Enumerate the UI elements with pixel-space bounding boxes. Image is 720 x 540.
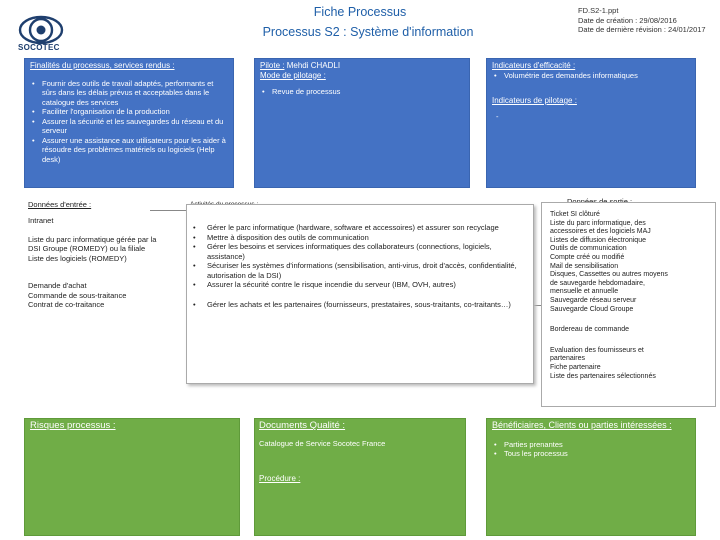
sortie-line: Liste des partenaires sélectionnés <box>550 372 656 380</box>
documents-title: Documents Qualité : <box>259 420 346 431</box>
pilote-box <box>254 58 470 188</box>
sortie-line: Evaluation des fournisseurs et <box>550 346 644 354</box>
entree-line: Commande de sous-traitance <box>28 290 127 300</box>
sortie-line: Liste du parc informatique, des <box>550 219 646 227</box>
pilote-line <box>260 61 464 71</box>
sortie-line: Sauvegarde Cloud Groupe <box>550 305 634 313</box>
activite-item: • Sécuriser les systèmes d'informations (sensibilisation, anti-virus, droit d'accès, confidentialité, autorisation de la DSI) <box>193 261 517 280</box>
sortie-line: partenaires <box>550 355 586 363</box>
page-title: Fiche Processus <box>313 5 407 19</box>
beneficiaires-title: Bénéficiaires, Clients ou parties intéressées : <box>492 420 672 430</box>
indicateur-pilotage-value: - <box>496 111 499 121</box>
finalites-box <box>24 58 234 188</box>
documents-text: Catalogue de Service Socotec France <box>259 438 386 448</box>
indicateurs-efficacite-title: Indicateurs d'efficacité : <box>492 61 576 70</box>
sortie-line: Outils de communication <box>550 245 627 253</box>
pilotage-item: • Revue de processus <box>260 87 464 97</box>
activite-item: • Mettre à disposition des outils de communication <box>193 232 369 242</box>
entree-line: DSI Groupe (ROMEDY) ou la filiale <box>28 244 146 253</box>
sortie-line: Disques, Cassettes ou autres moyens <box>550 271 668 279</box>
sortie-line: Mail de sensibilisation <box>550 262 619 270</box>
activites-panel <box>186 204 534 384</box>
entree-title: Données d'entrée : <box>28 200 92 209</box>
documents-box <box>254 418 466 536</box>
arrow-left-connector <box>150 210 186 211</box>
sortie-line: Bordereau de commande <box>550 326 629 334</box>
indicateurs-pilotage-title: Indicateurs de pilotage : <box>492 96 577 105</box>
risques-title: Risques processus : <box>30 420 116 431</box>
document-meta <box>578 6 706 35</box>
beneficiaire-item: • Tous les processus <box>492 449 690 459</box>
procedure-label: Procédure : <box>259 474 301 483</box>
sortie-panel <box>541 202 716 407</box>
finalites-title: Finalités du processus, services rendus : <box>30 61 175 70</box>
page-subtitle: Processus S2 : Système d'information <box>262 25 474 39</box>
sortie-line: Sauvegarde réseau serveur <box>550 296 637 304</box>
beneficiaires-box <box>486 418 696 536</box>
entree-line: Liste du parc informatique gérée par la <box>28 234 157 244</box>
sortie-line: Compte créé ou modifié <box>550 253 625 261</box>
indicateur-efficacite-item: • Volumétrie des demandes informatiques <box>492 71 690 81</box>
entree-line: Demande d'achat <box>28 281 87 290</box>
finalite-item: • Fournir des outils de travail adaptés, performants et sûrs dans les délais prévus et acceptables dans le catalogue des services <box>30 79 228 108</box>
mode-pilotage-label: Mode de pilotage : <box>260 70 326 80</box>
risques-box <box>24 418 240 536</box>
pilote-name: Mehdi CHADLI <box>286 61 341 70</box>
pilote-label: Pilote : <box>260 61 285 70</box>
doc-reference: FD.S2-1.ppt <box>578 6 619 15</box>
entree-line: Intranet <box>28 215 54 225</box>
activite-item: • Gérer les besoins et services informatiques des collaborateurs (connections, logiciels, assistance) <box>193 242 492 261</box>
sortie-line: Ticket SI clôturé <box>550 211 600 218</box>
doc-creation-date: Date de création : 29/08/2016 <box>578 15 677 25</box>
finalite-item: • Assurer la sécurité et les sauvegardes du réseau et du serveur <box>30 117 228 136</box>
activite-item: • Gérer les achats et les partenaires (fournisseurs, prestataires, sous-traitants, co-traitants…) <box>193 299 511 309</box>
entree-line: Contrat de co-traitance <box>28 300 105 309</box>
finalite-item: • Faciliter l'organisation de la production <box>30 107 228 117</box>
finalite-item: • Assurer une assistance aux utilisateurs pour les aider à résoudre des problèmes matériels ou logiciels (Help desk) <box>30 136 228 165</box>
sortie-line: mensuelle et annuelle <box>550 288 619 296</box>
sortie-line: de sauvegarde hebdomadaire, <box>550 279 645 287</box>
entree-line: Liste des logiciels (ROMEDY) <box>28 253 127 263</box>
sortie-line: accessoires et des logiciels MAJ <box>550 228 651 236</box>
indicateurs-box <box>486 58 696 188</box>
activite-item: • Assurer la sécurité contre le risque incendie du serveur (IBM, OVH, autres) <box>193 280 456 289</box>
activite-item: • Gérer le parc informatique (hardware, software et accessoires) et assurer son recyclage <box>193 223 499 232</box>
sortie-line: Fiche partenaire <box>550 363 601 371</box>
doc-revision-date: Date de dernière révision : 24/01/2017 <box>578 25 706 34</box>
beneficiaire-item: • Parties prenantes <box>492 440 690 450</box>
brand-name: SOCOTEC <box>18 43 60 52</box>
donnees-entree <box>28 200 178 310</box>
sortie-line: Listes de diffusion électronique <box>550 236 646 244</box>
